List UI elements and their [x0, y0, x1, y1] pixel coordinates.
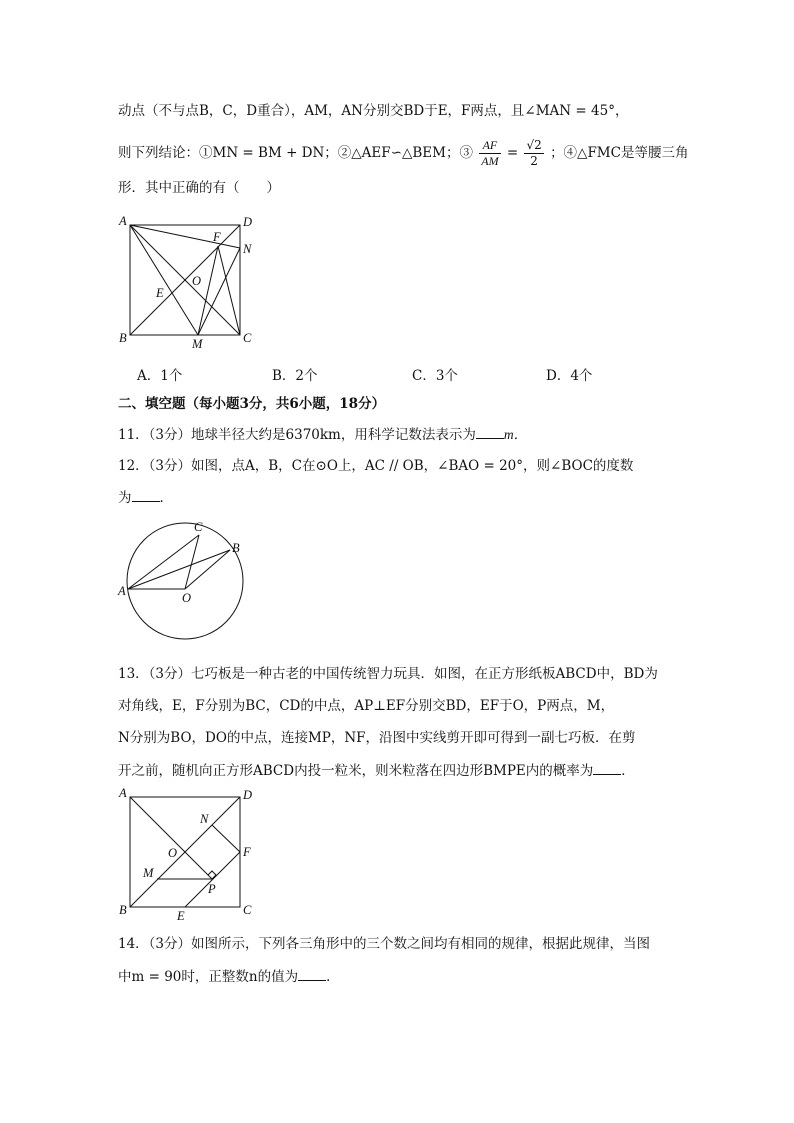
q10-square-figure [110, 210, 270, 350]
sqrt2-over-2-fraction [524, 138, 543, 169]
sqrt-denominator: 2 [530, 154, 538, 168]
section-title: 二、填空题（每小题3分，共6小题，18分） [118, 396, 386, 412]
q13-line2: 对角线，E，F分别为BC，CD的中点，AP⊥EF分别交BD，EF于O，P两点，M， [118, 698, 615, 714]
label-o: O [192, 274, 202, 288]
q12-text: 为 [118, 490, 132, 506]
option-d: D．4个 [546, 368, 593, 384]
label-d: D [243, 215, 253, 229]
fraction-numerator: AF [479, 138, 500, 154]
q12-line2 [118, 487, 173, 508]
answer-blank [298, 966, 326, 981]
q12-period: ． [159, 490, 173, 506]
q11-text: 11．（3分）地球半径大约是6370km，用科学记数法表示为 [118, 427, 476, 443]
label-o: O [168, 846, 178, 860]
q13-line3: N分别为BO，DO的中点，连接MP，NF，沿图中实线剪开即可得到一副七巧板．在剪 [118, 730, 636, 746]
q11-line [118, 424, 527, 445]
q13-line4 [118, 760, 635, 781]
q13-tangram-figure [110, 785, 270, 925]
q12-circle-figure [112, 515, 252, 650]
q10-line3: 形．其中正确的有（ ） [118, 180, 280, 196]
label-b: B [232, 541, 240, 555]
q10-line2 [118, 138, 688, 169]
option-c: C．3个 [412, 368, 458, 384]
answer-blank [593, 760, 621, 775]
label-o: O [182, 591, 192, 605]
q10-line1: 动点（不与点B，C，D重合），AM，AN分别交BD于E，F两点，且∠MAN = 45°， [118, 103, 629, 119]
q14-period: ． [326, 969, 340, 985]
label-a: A [118, 584, 126, 598]
label-c: C [194, 520, 203, 534]
label-e: E [156, 286, 164, 300]
label-p: P [208, 882, 216, 896]
label-b: B [119, 331, 127, 345]
label-f: F [243, 845, 251, 859]
q14-text: 中m = 90时，正整数n的值为 [118, 969, 299, 985]
answer-blank [476, 424, 504, 439]
label-a: A [119, 786, 127, 800]
q12-line1: 12．（3分）如图，点A，B，C在⊙O上，AC // OB，∠BAO = 20°，则∠BOC的度数 [118, 458, 634, 474]
answer-blank [132, 487, 160, 502]
label-m: M [143, 866, 154, 880]
label-a: A [119, 214, 127, 228]
label-b: B [119, 903, 127, 917]
sqrt-numerator: √2 [526, 138, 542, 152]
label-c: C [243, 903, 252, 917]
fraction-denominator: AM [481, 154, 499, 168]
label-e: E [177, 909, 185, 923]
q13-line1: 13．（3分）七巧板是一种古老的中国传统智力玩具．如图，在正方形纸板ABCD中，BD为 [118, 666, 658, 682]
q13-period: ． [621, 763, 635, 779]
label-d: D [243, 788, 253, 802]
q10-line2-tail: ；④△FMC是等腰三角 [550, 145, 689, 161]
q13-text: 开之前，随机向正方形ABCD内投一粒米，则米粒落在四边形BMPE内的概率为 [118, 763, 594, 779]
equals-sign: = [506, 145, 519, 161]
option-b: B．2个 [272, 368, 318, 384]
label-n: N [200, 812, 209, 826]
label-n: N [243, 242, 252, 256]
label-f: F [213, 230, 221, 244]
label-m: M [192, 337, 203, 351]
q11-unit: m． [503, 427, 528, 442]
label-c: C [243, 331, 252, 345]
af-am-fraction [479, 138, 500, 169]
option-a: A．1个 [137, 368, 183, 384]
q14-line2 [118, 966, 340, 987]
q14-line1: 14．（3分）如图所示，下列各三角形中的三个数之间均有相同的规律，根据此规律，当图 [118, 936, 651, 952]
q10-line2-text: 则下列结论：①MN = BM + DN；②△AEF∽△BEM；③ [118, 145, 473, 161]
